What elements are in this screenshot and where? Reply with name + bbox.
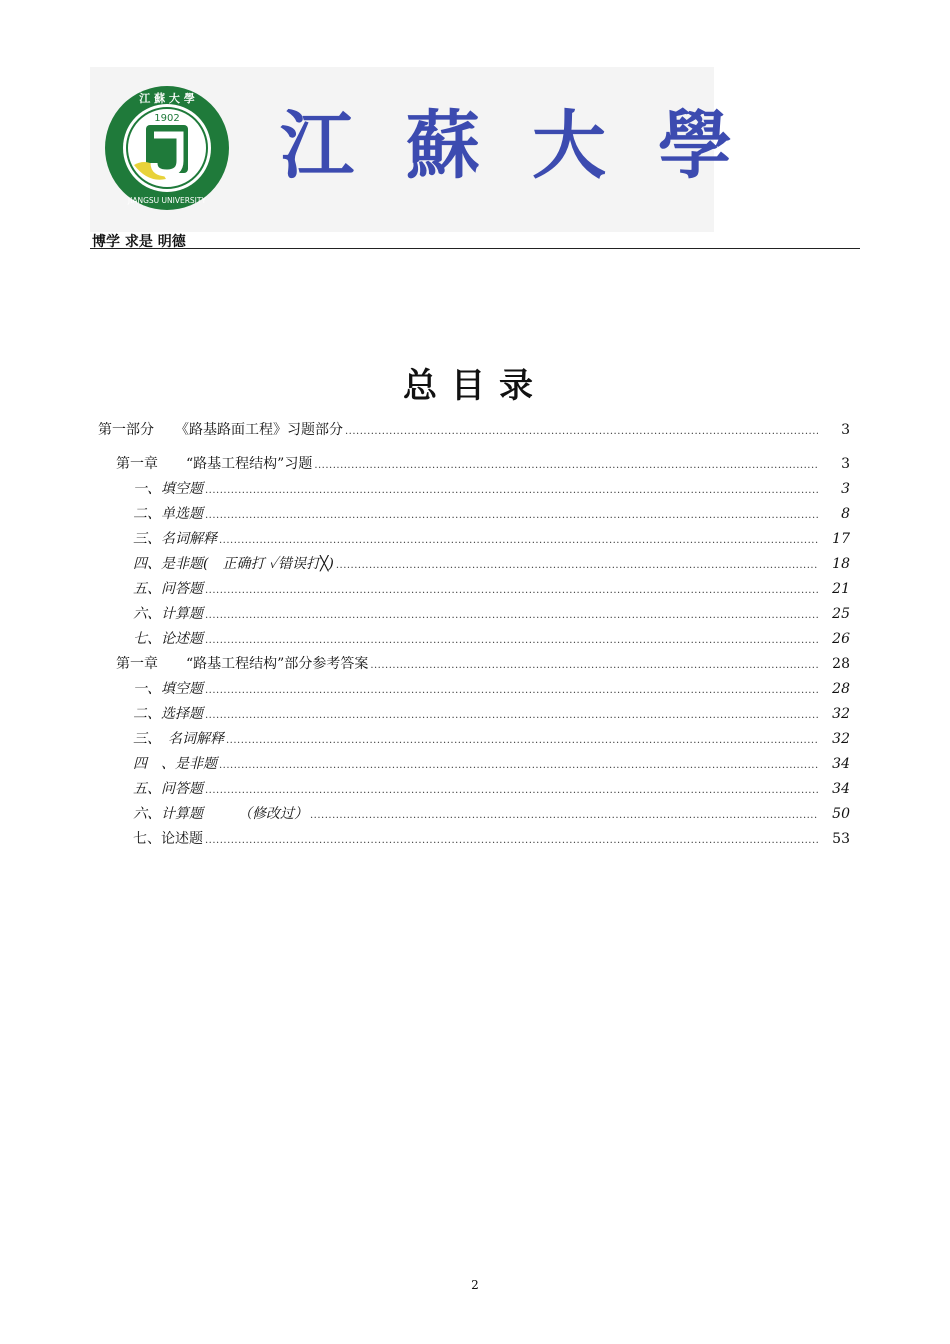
toc-entry-label: 七、论述题 — [133, 631, 203, 647]
toc-entry-label: 三、 名词解释 — [133, 731, 224, 747]
seal-bottom-text: JIANGSU UNIVERSITY — [127, 196, 207, 205]
dot-leader — [205, 631, 818, 651]
toc-entry[interactable] — [0, 604, 850, 624]
toc-entry-page: 32 — [832, 706, 850, 722]
toc-entry-page: 17 — [832, 531, 850, 547]
toc-entry-page: 26 — [832, 631, 850, 647]
toc-entry[interactable] — [0, 754, 850, 774]
dot-leader — [205, 481, 818, 501]
toc-entry-page: 21 — [832, 581, 850, 597]
toc-entry-page: 53 — [832, 831, 850, 847]
toc-entry[interactable] — [0, 529, 850, 549]
dot-leader — [310, 806, 818, 826]
dot-leader — [336, 556, 818, 576]
dot-leader — [205, 506, 818, 526]
toc-entry[interactable] — [0, 554, 850, 574]
toc-entry-label: 第一章 “路基工程结构”习题 — [116, 456, 313, 472]
toc-entry-page: 3 — [841, 456, 850, 472]
header-banner — [90, 67, 784, 232]
toc-title: 总目录 — [403, 366, 547, 406]
toc-entry-page: 25 — [832, 606, 850, 622]
dot-leader — [205, 681, 818, 701]
toc-entry-label: 六、计算题 （修改过） — [133, 806, 308, 822]
toc-entry-label: 二、选择题 — [133, 706, 203, 722]
dot-leader — [205, 606, 818, 626]
toc-entry[interactable] — [0, 779, 850, 799]
dot-leader — [219, 531, 818, 551]
dot-leader — [314, 456, 818, 476]
dot-leader — [205, 781, 818, 801]
toc-entry[interactable] — [0, 454, 850, 474]
university-name: 江蘇大學 — [280, 103, 784, 189]
dot-leader — [226, 731, 818, 751]
toc-entry-page: 34 — [832, 756, 850, 772]
dot-leader — [205, 831, 818, 851]
toc-entry-label: 第一部分 《路基路面工程》习题部分 — [98, 422, 343, 438]
dot-leader — [219, 756, 818, 776]
toc-entry-label: 一、填空题 — [133, 681, 203, 697]
header-divider — [90, 248, 860, 249]
toc-entry[interactable] — [0, 579, 850, 599]
toc-entry-page: 34 — [832, 781, 850, 797]
toc-entry-label: 二、单选题 — [133, 506, 203, 522]
toc-entry-label: 一、填空题 — [133, 481, 203, 497]
toc-entry-label: 四 、是非题 — [133, 756, 217, 772]
toc-entry[interactable] — [0, 679, 850, 699]
dot-leader — [370, 656, 818, 676]
toc-entry[interactable] — [0, 420, 850, 440]
page-number: 2 — [471, 1278, 479, 1292]
toc-entry-label: 五、问答题 — [133, 581, 203, 597]
toc-entry-label: 三、名词解释 — [133, 531, 217, 547]
toc-entry[interactable] — [0, 729, 850, 749]
toc-entry-page: 28 — [832, 656, 850, 672]
toc-entry-page: 3 — [841, 481, 850, 497]
toc-entry-page: 18 — [832, 556, 850, 572]
toc-entry-label: 第一章 “路基工程结构”部分参考答案 — [116, 656, 369, 672]
toc-entry-label: 七、论述题 — [133, 831, 203, 847]
toc-entry[interactable] — [0, 629, 850, 649]
seal-top-text: 江 蘇 大 學 — [139, 92, 195, 105]
toc-entry[interactable] — [0, 654, 850, 674]
university-motto: 博学 求是 明德 — [92, 234, 186, 250]
toc-entry-page: 3 — [841, 422, 850, 438]
toc-entry[interactable] — [0, 804, 850, 824]
toc-entry[interactable] — [0, 504, 850, 524]
dot-leader — [345, 422, 818, 442]
dot-leader — [205, 581, 818, 601]
toc-entry[interactable] — [0, 479, 850, 499]
toc-entry[interactable] — [0, 704, 850, 724]
toc-entry-page: 28 — [832, 681, 850, 697]
seal-year: 1902 — [154, 113, 180, 124]
toc-entry-page: 50 — [832, 806, 850, 822]
university-seal-logo — [104, 85, 230, 211]
toc-entry-label: 四、是非题( 正确打 ✓错误打╳) — [133, 556, 334, 572]
toc-entry[interactable] — [0, 829, 850, 849]
toc-entry-label: 五、问答题 — [133, 781, 203, 797]
toc-entry-page: 32 — [832, 731, 850, 747]
toc-entry-label: 六、计算题 — [133, 606, 203, 622]
toc-entry-page: 8 — [841, 506, 850, 522]
dot-leader — [205, 706, 818, 726]
